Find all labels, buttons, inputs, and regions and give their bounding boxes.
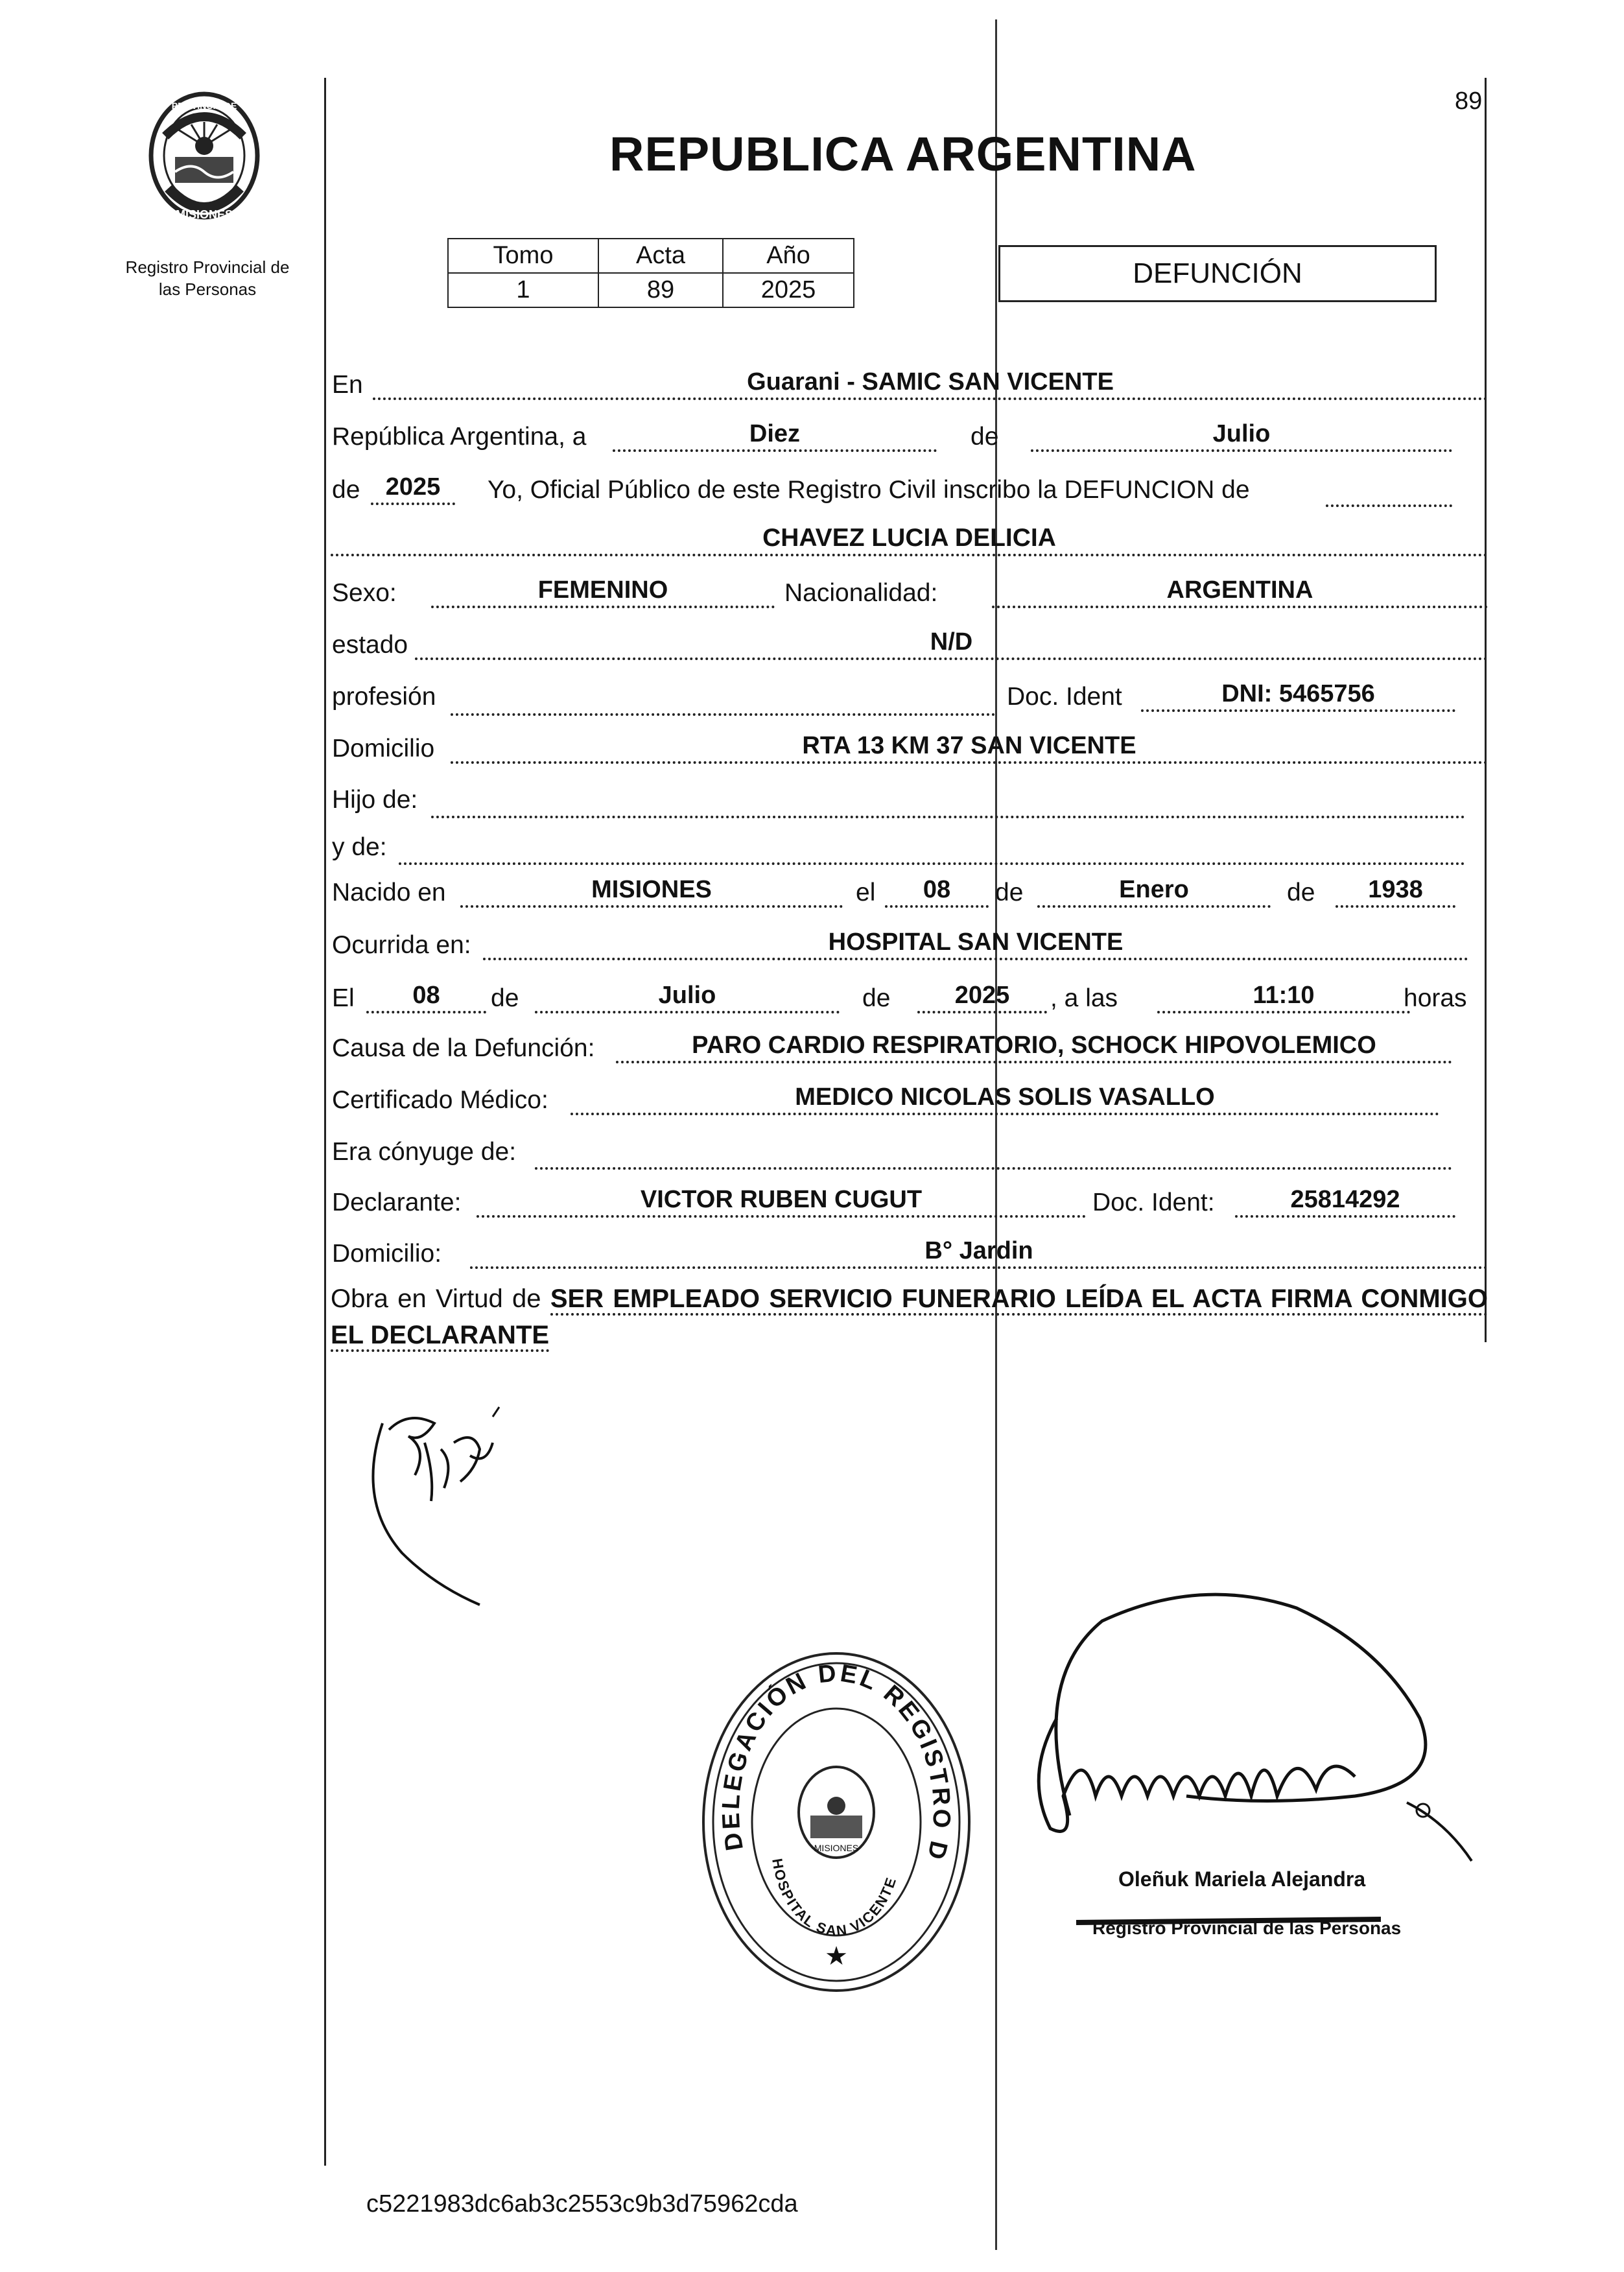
causa-value: PARO CARDIO RESPIRATORIO, SCHOCK HIPOVOLEMICO — [616, 1032, 1452, 1063]
obra-label: Obra en Virtud de — [331, 1284, 541, 1313]
obra-value: SER EMPLEADO SERVICIO FUNERARIO LEÍDA EL ACTA FIRMA CONMIGO EL DECLARANTE — [331, 1284, 1488, 1352]
ocurrida-value: HOSPITAL SAN VICENTE — [483, 929, 1468, 960]
death-de1: de — [491, 984, 519, 1012]
svg-text:DELEGACIÓN DEL REGISTRO DE LAS: DELEGACIÓN DEL REGISTRO DE LAS PERSONAS — [689, 1629, 956, 1865]
svg-text:PROVINCIA DE: PROVINCIA DE — [171, 101, 237, 111]
yde-fill — [399, 862, 1465, 865]
document-title: REPUBLICA ARGENTINA — [609, 127, 1197, 181]
sexo-value: FEMENINO — [431, 576, 775, 608]
year-value: 2025 — [371, 473, 455, 505]
fill-line — [1326, 504, 1452, 507]
conyuge-fill — [535, 1167, 1452, 1170]
declarante-label: Declarante: — [332, 1189, 462, 1216]
republica-label: República Argentina, a — [332, 423, 587, 451]
birth-day: 08 — [885, 876, 989, 908]
death-time: 11:10 — [1157, 982, 1410, 1013]
tomo-header: Tomo — [448, 239, 598, 273]
nacionalidad-value: ARGENTINA — [992, 576, 1488, 608]
place-value: Guarani - SAMIC SAN VICENTE — [373, 368, 1488, 400]
certificado-value: MEDICO NICOLAS SOLIS VASALLO — [571, 1083, 1439, 1115]
tomo-value: 1 — [448, 273, 598, 307]
birth-month: Enero — [1037, 876, 1271, 908]
acta-value: 89 — [598, 273, 723, 307]
de2-label: de — [332, 476, 360, 504]
svg-text:★: ★ — [825, 1942, 848, 1970]
declarante-value: VICTOR RUBEN CUGUT — [477, 1186, 1086, 1218]
decl-doc-label: Doc. Ident: — [1092, 1189, 1215, 1216]
death-month: Julio — [535, 982, 840, 1013]
birth-de2: de — [1287, 879, 1315, 906]
svg-text:MISIONES: MISIONES — [814, 1843, 859, 1853]
death-de2: de — [862, 984, 891, 1012]
el-label: el — [856, 879, 876, 906]
horas-label: horas — [1404, 984, 1467, 1012]
birth-de1: de — [995, 879, 1024, 906]
page-number: 89 — [1455, 88, 1483, 115]
sexo-label: Sexo: — [332, 579, 397, 607]
doc-value: DNI: 5465756 — [1141, 680, 1455, 712]
svg-text:MISIONES: MISIONES — [175, 208, 233, 221]
day-value: Diez — [613, 420, 937, 452]
left-margin-line — [324, 78, 326, 2166]
death-day: 08 — [366, 982, 486, 1013]
delegation-stamp — [689, 1629, 972, 1994]
en-label: En — [332, 371, 363, 399]
decl-domicilio-value: B° Jardin — [470, 1237, 1488, 1269]
death-year: 2025 — [917, 982, 1047, 1013]
domicilio-value: RTA 13 KM 37 SAN VICENTE — [451, 732, 1488, 764]
acta-header: Acta — [598, 239, 723, 273]
record-type-box: DEFUNCIÓN — [998, 245, 1437, 302]
svg-text:HOSPITAL SAN VICENTE: HOSPITAL SAN VICENTE — [769, 1857, 900, 1939]
alas-label: , a las — [1050, 984, 1118, 1012]
decl-doc-value: 25814292 — [1235, 1186, 1455, 1218]
birth-year: 1938 — [1336, 876, 1455, 908]
nacido-value: MISIONES — [460, 876, 843, 908]
anio-header: Año — [723, 239, 854, 273]
estado-label: estado — [332, 631, 408, 659]
nacionalidad-label: Nacionalidad: — [784, 579, 938, 607]
de-label: de — [971, 423, 999, 451]
domicilio-label: Domicilio — [332, 735, 435, 763]
month-value: Julio — [1031, 420, 1452, 452]
document-hash: c5221983dc6ab3c2553c9b3d75962cda — [366, 2190, 798, 2218]
registry-name: Registro Provincial de las Personas — [125, 257, 290, 299]
oficial-text: Yo, Oficial Público de este Registro Civil inscribo la DEFUNCION de — [488, 476, 1250, 504]
right-margin-line — [1485, 78, 1487, 1342]
deceased-name: CHAVEZ LUCIA DELICIA — [331, 524, 1488, 556]
hijo-label: Hijo de: — [332, 786, 418, 814]
hijo-fill — [431, 816, 1465, 818]
official-organization: Registro Provincial de las Personas — [1092, 1918, 1402, 1938]
anio-value: 2025 — [723, 273, 854, 307]
el2-label: El — [332, 984, 355, 1012]
acta-reference-table — [447, 238, 854, 308]
profesion-fill — [451, 713, 995, 716]
causa-label: Causa de la Defunción: — [332, 1034, 595, 1062]
decl-domicilio-label: Domicilio: — [332, 1240, 442, 1268]
profesion-label: profesión — [332, 683, 436, 711]
official-name: Oleñuk Mariela Alejandra — [1118, 1867, 1366, 1891]
province-logo — [139, 84, 269, 240]
obra-en-virtud — [331, 1281, 1488, 1353]
yde-label: y de: — [332, 833, 387, 861]
declarant-signature — [363, 1404, 532, 1624]
nacido-label: Nacido en — [332, 879, 446, 906]
conyuge-label: Era cónyuge de: — [332, 1138, 517, 1166]
doc-label: Doc. Ident — [1007, 683, 1122, 711]
ocurrida-label: Ocurrida en: — [332, 931, 471, 959]
certificado-label: Certificado Médico: — [332, 1086, 548, 1114]
estado-value: N/D — [415, 628, 1488, 660]
